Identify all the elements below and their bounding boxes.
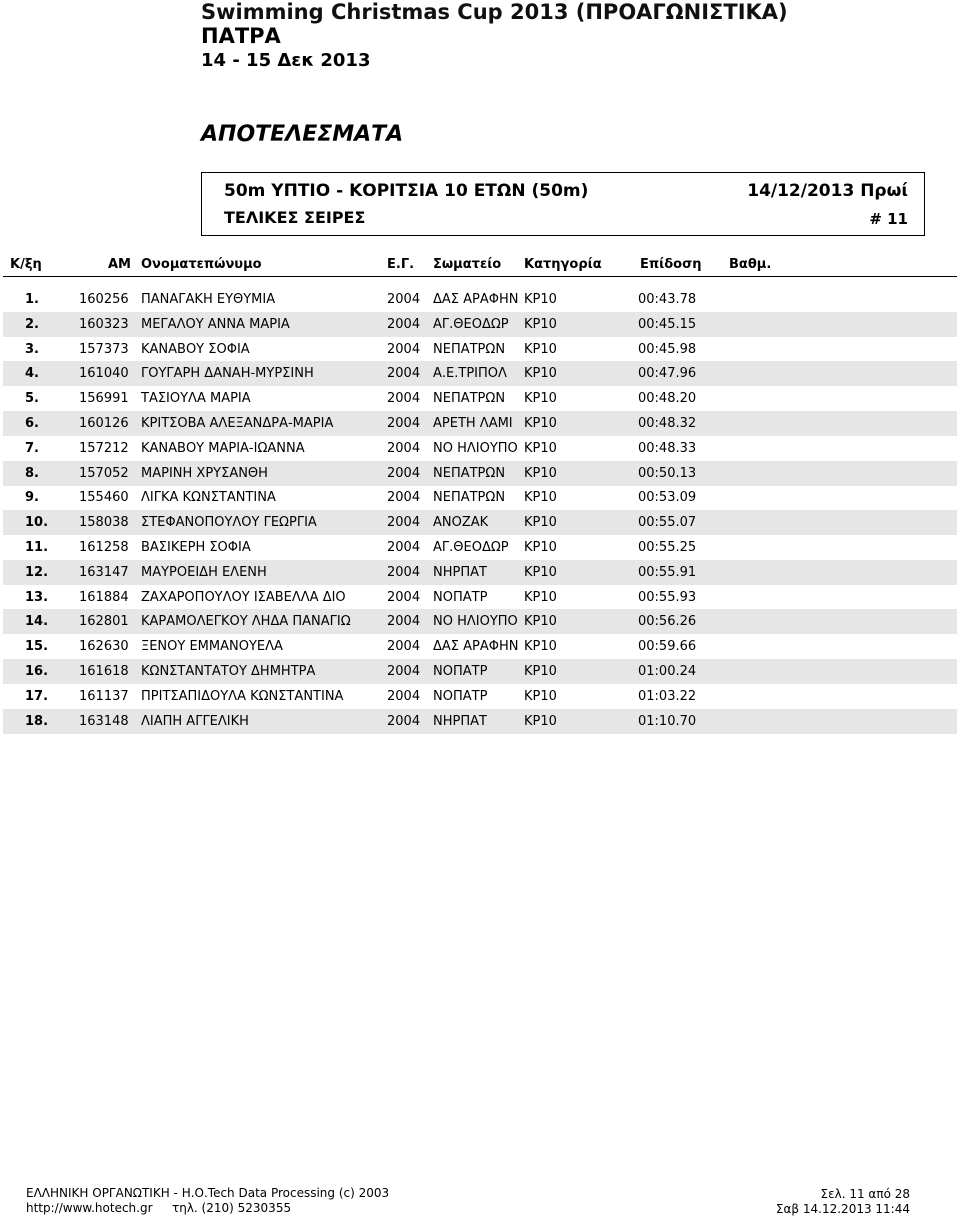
rank: 4. [25, 366, 39, 382]
category: ΚΡ10 [524, 316, 557, 332]
table-row [3, 535, 957, 560]
col-am: ΑΜ [108, 257, 131, 272]
athlete-id: 158038 [79, 515, 129, 531]
birth-year: 2004 [387, 316, 421, 332]
athlete-name: ΚΑΝΑΒΟΥ ΣΟΦΙΑ [141, 341, 250, 357]
col-year: Ε.Γ. [387, 257, 415, 272]
table-row [3, 684, 957, 709]
table-row [3, 585, 957, 610]
athlete-id: 160323 [79, 316, 129, 332]
table-row [3, 287, 957, 312]
rank: 3. [25, 341, 39, 357]
club: ΔΑΣ ΑΡΑΦΗΝ [433, 292, 519, 307]
athlete-id: 162801 [79, 614, 129, 630]
club: ΝΟΠΑΤΡ [433, 688, 488, 704]
category: ΚΡ10 [524, 713, 557, 729]
birth-year: 2004 [387, 341, 421, 357]
athlete-name: ΒΑΣΙΚΕΡΗ ΣΟΦΙΑ [141, 540, 251, 555]
category: ΚΡ10 [524, 614, 557, 630]
time: 00:55.93 [638, 589, 697, 605]
table-row [3, 436, 957, 461]
rank: 17. [25, 688, 49, 704]
header-divider [3, 276, 957, 277]
athlete-id: 161618 [79, 664, 129, 679]
club: ΝΟΠΑΤΡ [433, 664, 488, 679]
time: 00:55.25 [638, 540, 697, 555]
table-row [3, 510, 957, 535]
category: ΚΡ10 [524, 589, 557, 605]
athlete-name: ΚΑΡΑΜΟΛΕΓΚΟΥ ΛΗΔΑ ΠΑΝΑΓΙΩ [141, 614, 351, 630]
birth-year: 2004 [387, 664, 421, 679]
club: Α.Ε.ΤΡΙΠΟΛ [433, 366, 507, 382]
time: 00:45.15 [638, 316, 697, 332]
athlete-id: 161258 [79, 540, 129, 555]
category: ΚΡ10 [524, 688, 557, 704]
birth-year: 2004 [387, 490, 421, 506]
club: ΑΓ.ΘΕΟΔΩΡ [433, 316, 509, 332]
category: ΚΡ10 [524, 664, 557, 679]
table-row [3, 609, 957, 634]
club: ΝΕΠΑΤΡΩΝ [433, 490, 506, 506]
club: ΝΕΠΑΤΡΩΝ [433, 465, 506, 481]
time: 00:53.09 [638, 490, 697, 506]
rank: 18. [25, 713, 49, 729]
footer-page: Σελ. 11 από 28 [820, 1187, 910, 1201]
time: 00:55.07 [638, 515, 697, 531]
birth-year: 2004 [387, 416, 421, 431]
table-row [3, 461, 957, 486]
birth-year: 2004 [387, 688, 421, 704]
rank: 14. [25, 614, 49, 630]
time: 00:45.98 [638, 341, 697, 357]
athlete-id: 157373 [79, 341, 129, 357]
club: ΑΝΟΖΑΚ [433, 515, 489, 531]
rank: 13. [25, 589, 49, 605]
athlete-name: ΠΡΙΤΣΑΠΙΔΟΥΛΑ ΚΩΝΣΤΑΝΤΙΝΑ [141, 688, 344, 704]
col-points: Βαθμ. [729, 257, 772, 272]
club: ΝΟ ΗΛΙΟΥΠΟ [433, 440, 518, 456]
table-row [3, 485, 957, 510]
athlete-id: 160256 [79, 292, 129, 307]
birth-year: 2004 [387, 515, 421, 531]
athlete-id: 157052 [79, 465, 129, 481]
athlete-id: 160126 [79, 416, 129, 431]
athlete-name: ΖΑΧΑΡΟΠΟΥΛΟΥ ΙΣΑΒΕΛΛΑ ΔΙΟ [141, 589, 346, 605]
meet-dates: 14 - 15 Δεκ 2013 [201, 50, 371, 71]
rank: 5. [25, 391, 39, 407]
athlete-id: 163147 [79, 564, 129, 580]
birth-year: 2004 [387, 589, 421, 605]
athlete-name: ΚΡΙΤΣΟΒΑ ΑΛΕΞΑΝΔΡΑ-ΜΑΡΙΑ [141, 416, 334, 431]
club: ΝΗΡΠΑΤ [433, 564, 487, 580]
athlete-id: 156991 [79, 391, 129, 407]
table-row [3, 659, 957, 684]
time: 00:48.20 [638, 391, 697, 407]
birth-year: 2004 [387, 564, 421, 580]
category: ΚΡ10 [524, 341, 557, 357]
athlete-name: ΛΙΓΚΑ ΚΩΝΣΤΑΝΤΙΝΑ [141, 490, 276, 506]
table-row [3, 709, 957, 734]
athlete-name: ΚΩΝΣΤΑΝΤΑΤΟΥ ΔΗΜΗΤΡΑ [141, 664, 316, 679]
club: ΔΑΣ ΑΡΑΦΗΝ [433, 639, 519, 655]
category: ΚΡ10 [524, 639, 557, 655]
col-time: Επίδοση [640, 257, 702, 272]
athlete-name: ΠΑΝΑΓΑΚΗ ΕΥΘΥΜΙΑ [141, 292, 276, 307]
athlete-id: 155460 [79, 490, 129, 506]
time: 00:48.33 [638, 440, 697, 456]
rank: 11. [25, 540, 49, 555]
time: 00:50.13 [638, 465, 697, 481]
category: ΚΡ10 [524, 416, 557, 431]
athlete-name: ΜΕΓΑΛΟΥ ΑΝΝΑ ΜΑΡΙΑ [141, 316, 290, 332]
birth-year: 2004 [387, 292, 421, 307]
birth-year: 2004 [387, 639, 421, 655]
club: ΝΟΠΑΤΡ [433, 589, 488, 605]
athlete-name: ΣΤΕΦΑΝΟΠΟΥΛΟΥ ΓΕΩΡΓΙΑ [141, 515, 317, 531]
table-row [3, 634, 957, 659]
footer-phone: τηλ. (210) 5230355 [172, 1201, 292, 1215]
footer-url[interactable]: http://www.hotech.gr [26, 1201, 153, 1215]
col-category: Κατηγορία [524, 257, 602, 272]
athlete-name: ΚΑΝΑΒΟΥ ΜΑΡΙΑ-ΙΩΑΝΝΑ [141, 440, 305, 456]
rank: 15. [25, 639, 49, 655]
club: ΑΡΕΤΗ ΛΑΜΙ [433, 416, 513, 431]
athlete-name: ΞΕΝΟΥ ΕΜΜΑΝΟΥΕΛΑ [141, 639, 283, 655]
table-row [3, 386, 957, 411]
rank: 16. [25, 664, 49, 679]
rank: 2. [25, 316, 39, 332]
time: 01:00.24 [638, 664, 697, 679]
rank: 10. [25, 515, 49, 531]
event-heat: # 11 [869, 210, 908, 228]
club: ΑΓ.ΘΕΟΔΩΡ [433, 540, 509, 555]
table-row [3, 560, 957, 585]
category: ΚΡ10 [524, 440, 557, 456]
category: ΚΡ10 [524, 391, 557, 407]
col-name: Ονοματεπώνυμο [141, 257, 262, 272]
time: 01:10.70 [638, 713, 697, 729]
birth-year: 2004 [387, 440, 421, 456]
category: ΚΡ10 [524, 292, 557, 307]
time: 00:47.96 [638, 366, 697, 382]
col-rank: Κ/ξη [10, 257, 42, 272]
club: ΝΕΠΑΤΡΩΝ [433, 391, 506, 407]
category: ΚΡ10 [524, 515, 557, 531]
category: ΚΡ10 [524, 490, 557, 506]
col-club: Σωματείο [433, 257, 502, 272]
footer-printed: Σαβ 14.12.2013 11:44 [775, 1202, 910, 1216]
meet-title: Swimming Christmas Cup 2013 (ΠΡΟΑΓΩΝΙΣΤΙΚΑ) [201, 0, 788, 24]
athlete-name: ΓΟΥΓΑΡΗ ΔΑΝΑΗ-ΜΥΡΣΙΝΗ [141, 366, 314, 382]
event-round: ΤΕΛΙΚΕΣ ΣΕΙΡΕΣ [224, 208, 366, 227]
athlete-name: ΤΑΣΙΟΥΛΑ ΜΑΡΙΑ [141, 391, 251, 407]
rank: 12. [25, 564, 49, 580]
time: 00:56.26 [638, 614, 697, 630]
athlete-id: 163148 [79, 713, 129, 729]
birth-year: 2004 [387, 391, 421, 407]
time: 00:43.78 [638, 292, 697, 307]
event-date: 14/12/2013 Πρωί [747, 181, 908, 201]
rank: 6. [25, 416, 39, 431]
time: 00:55.91 [638, 564, 697, 580]
athlete-id: 157212 [79, 440, 129, 456]
table-row [3, 411, 957, 436]
club: ΝΕΠΑΤΡΩΝ [433, 341, 506, 357]
birth-year: 2004 [387, 540, 421, 555]
athlete-id: 162630 [79, 639, 129, 655]
time: 00:59.66 [638, 639, 697, 655]
athlete-name: ΜΑΡΙΝΗ ΧΡΥΣΑΝΘΗ [141, 465, 268, 481]
athlete-name: ΛΙΑΠΗ ΑΓΓΕΛΙΚΗ [141, 713, 249, 729]
birth-year: 2004 [387, 366, 421, 382]
table-row [3, 337, 957, 362]
club: ΝΗΡΠΑΤ [433, 713, 487, 729]
athlete-name: ΜΑΥΡΟΕΙΔΗ ΕΛΕΝΗ [141, 564, 267, 580]
athlete-id: 161884 [79, 589, 129, 605]
event-box [201, 172, 925, 236]
rank: 1. [25, 292, 39, 307]
event-name: 50m ΥΠΤΙΟ - ΚΟΡΙΤΣΙΑ 10 ΕΤΩΝ (50m) [224, 181, 589, 201]
birth-year: 2004 [387, 713, 421, 729]
time: 00:48.32 [638, 416, 697, 431]
table-row [3, 312, 957, 337]
athlete-id: 161040 [79, 366, 129, 382]
birth-year: 2004 [387, 465, 421, 481]
rank: 7. [25, 440, 39, 456]
category: ΚΡ10 [524, 564, 557, 580]
category: ΚΡ10 [524, 366, 557, 382]
footer-org: ΕΛΛΗΝΙΚΗ ΟΡΓΑΝΩΤΙΚΗ - Η.Ο.Tech Data Processing (c) 2003 [26, 1186, 390, 1200]
club: ΝΟ ΗΛΙΟΥΠΟ [433, 614, 518, 630]
birth-year: 2004 [387, 614, 421, 630]
time: 01:03.22 [638, 688, 697, 704]
category: ΚΡ10 [524, 540, 557, 555]
table-row [3, 361, 957, 386]
rank: 8. [25, 465, 39, 481]
meet-city: ΠΑΤΡΑ [201, 24, 281, 48]
athlete-id: 161137 [79, 688, 129, 704]
section-title: ΑΠΟΤΕΛΕΣΜΑΤΑ [201, 122, 404, 147]
rank: 9. [25, 490, 39, 506]
category: ΚΡ10 [524, 465, 557, 481]
